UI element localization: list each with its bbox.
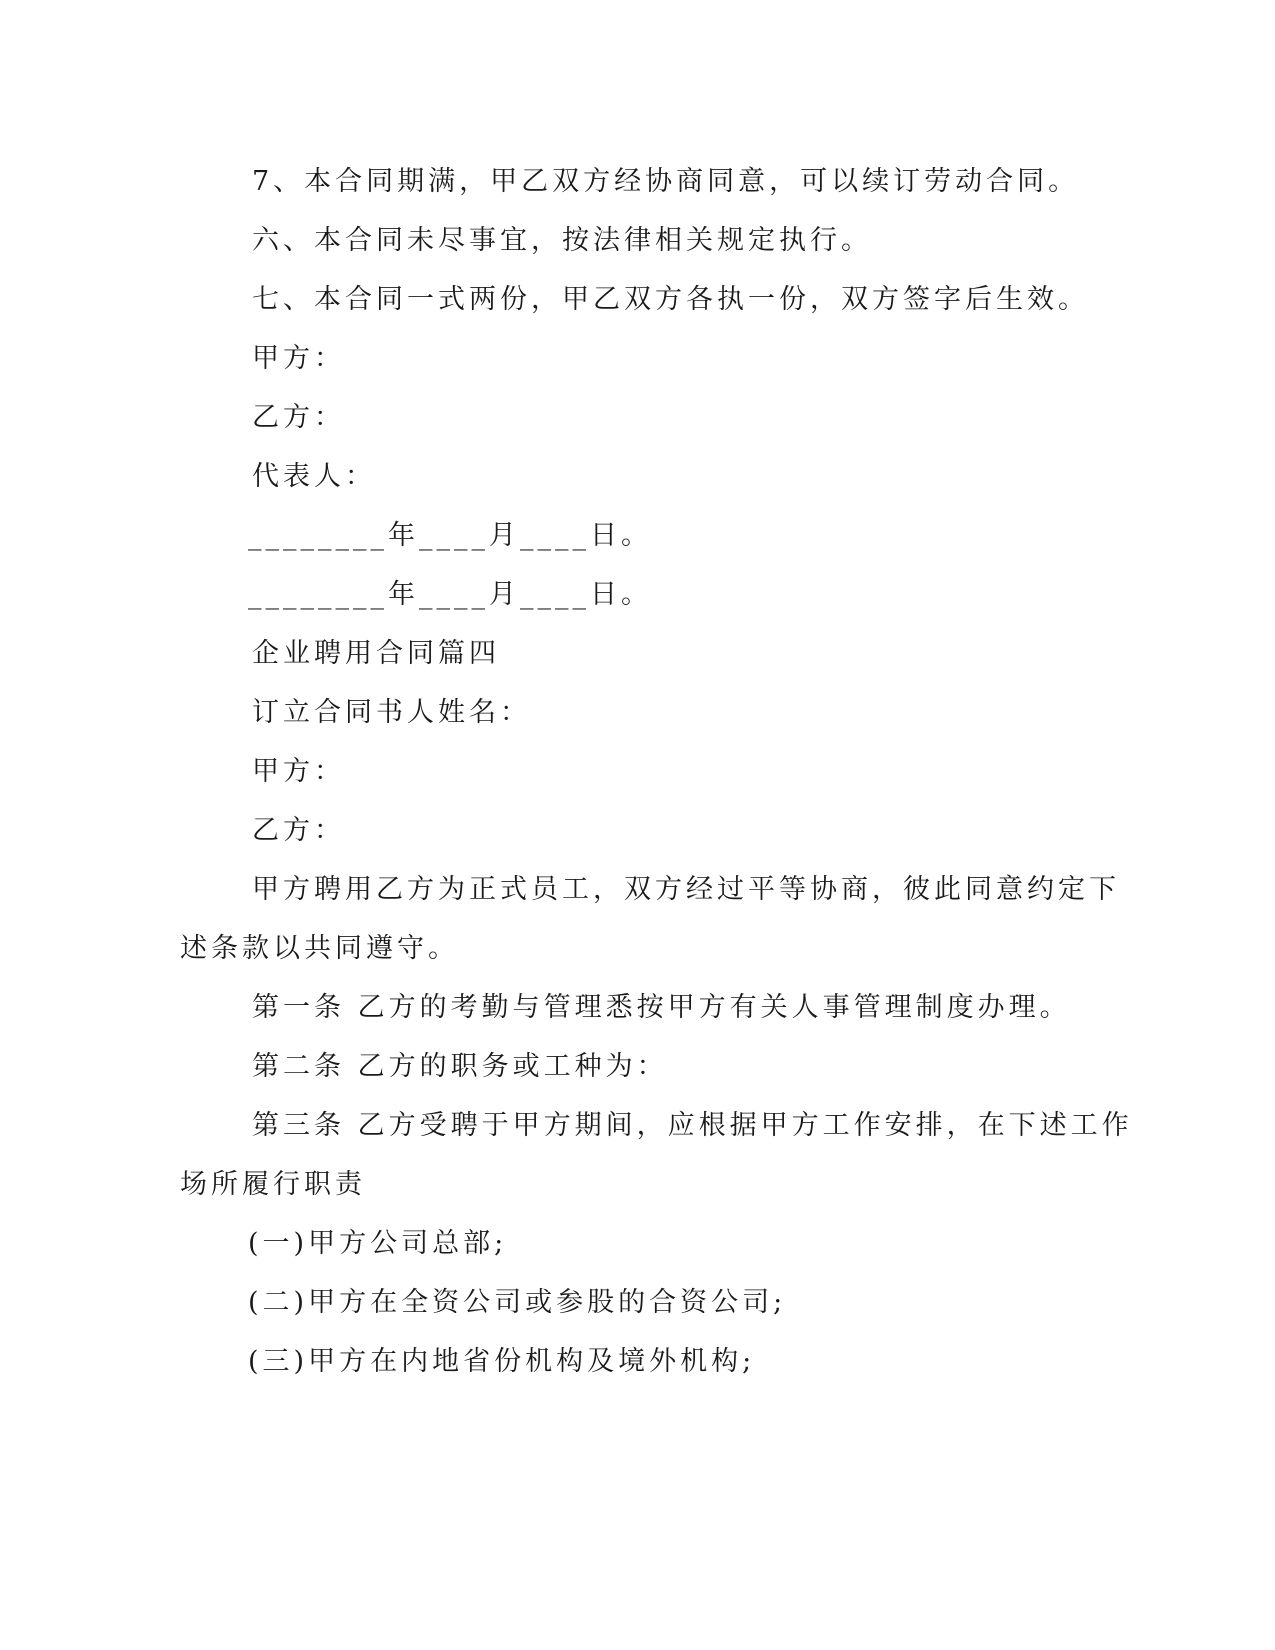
- party-a-label: 甲方：: [252, 343, 345, 374]
- preamble-line-1: 甲方聘用乙方为正式员工，双方经过平等协商，彼此同意约定下: [252, 874, 1120, 905]
- section-title: 企业聘用合同篇四: [252, 638, 500, 669]
- clause-6-unspecified-matters: 六、本合同未尽事宜，按法律相关规定执行。: [252, 225, 872, 256]
- article-3-line-2: 场所履行职责: [180, 1169, 366, 1200]
- workplace-item-3: (三)甲方在内地省份机构及境外机构;: [248, 1346, 756, 1377]
- workplace-item-1: (一)甲方公司总部;: [248, 1228, 508, 1259]
- party-b-label: 乙方：: [252, 402, 345, 433]
- article-3-line-1: 第三条 乙方受聘于甲方期间，应根据甲方工作安排，在下述工作: [252, 1110, 1133, 1141]
- date-line: ________年____月____日。: [248, 520, 652, 551]
- clause-7-copies: 七、本合同一式两份，甲乙双方各执一份，双方签字后生效。: [252, 284, 1089, 315]
- date-line: ________年____月____日。: [248, 579, 652, 610]
- preamble-line-2: 述条款以共同遵守。: [180, 933, 459, 964]
- clause-7-renewal: 7、本合同期满，甲乙双方经协商同意，可以续订劳动合同。: [252, 166, 1080, 197]
- party-a-label: 甲方：: [252, 756, 345, 787]
- article-2: 第二条 乙方的职务或工种为：: [252, 1051, 668, 1082]
- article-1: 第一条 乙方的考勤与管理悉按甲方有关人事管理制度办理。: [252, 992, 1071, 1023]
- signatory-name-label: 订立合同书人姓名：: [252, 697, 531, 728]
- workplace-item-2: (二)甲方在全资公司或参股的合资公司;: [248, 1287, 787, 1318]
- party-b-label: 乙方：: [252, 815, 345, 846]
- representative-label: 代表人：: [252, 461, 376, 492]
